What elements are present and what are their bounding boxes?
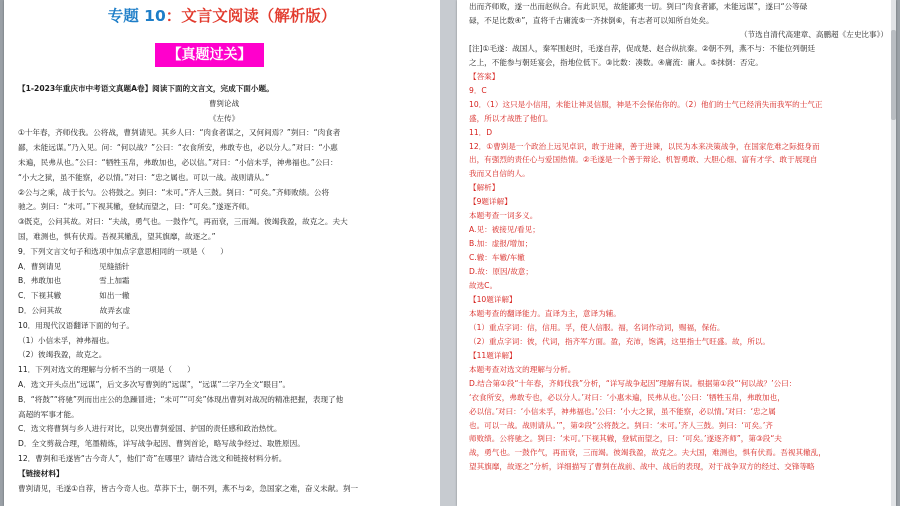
text-line: 必以信。’对曰：‘小信未孚，神弗福也。’公曰：‘小大之狱，虽不能察，必以情。’对曰：‘忠之属 bbox=[469, 406, 776, 416]
text-line: ①十年春，齐师伐我。公将战，曹刿请见。其乡人曰：“肉食者谋之，又何间焉？”刿曰：“肉食者 bbox=[18, 128, 341, 138]
text-line: ②公与之乘，战于长勺。公将鼓之。刿曰：“未可。”齐人三鼓。刿曰：“可矣。”齐师败绩。公将 bbox=[18, 187, 330, 197]
text-line: D.故：原因/故意； bbox=[469, 267, 533, 277]
text-line: 11．下列对选文的理解与分析不当的一项是（ ） bbox=[18, 365, 195, 375]
text-line: 【1-2023年重庆市中考语文真题A卷】阅读下面的文言文，完成下面小题。 bbox=[18, 84, 274, 93]
text-line: 驰之。刿曰：“未可。”下视其辙，登轼而望之，曰：“可矣。”遂逐齐师。 bbox=[18, 202, 254, 212]
page-gap bbox=[440, 0, 457, 506]
text-line: 也。可以一战。战则请从。’”，第②段“公将鼓之。刿曰：‘未可。’齐人三鼓。刿曰：‘可矣。’齐 bbox=[469, 420, 773, 430]
text-line: 本题考查对选文的理解与分析。 bbox=[469, 364, 576, 374]
text-line: 国，难测也，惧有伏焉。吾视其辙乱，望其旗靡，故逐之。” bbox=[18, 232, 216, 241]
text-line: （1）重点字词：信，信用。孚，使人信服。福，名词作动词，赐福，保佑。 bbox=[469, 322, 725, 332]
text-line: 出，有强烈的责任心与爱国热情。②毛遂是一个善于辩论、机智勇敢、大胆心细、富有才学、敢于展现自 bbox=[469, 155, 818, 165]
text-line: 碌，不足比数④”，直将千古庸流⑤一齐抹倒⑥，有志者可以知所自处矣。 bbox=[469, 15, 714, 25]
text-line: （1）小信未孚，神弗福也。 bbox=[18, 335, 114, 345]
text-line: A．曹刿请见 见缝插针 bbox=[18, 261, 130, 271]
text-line: 12．曹刿和毛遂皆“古今奇人”，他们“奇”在哪里？请结合选文和链接材料分析。 bbox=[18, 454, 287, 463]
text-line: 战，勇气也。一鼓作气，再而衰，三而竭。彼竭我盈，故克之。夫大国，难测也，惧有伏焉。吾视其辙乱， bbox=[469, 448, 826, 458]
text-line: 本题考查的翻译能力。直译为主，意译为辅。 bbox=[469, 308, 621, 318]
text-line: 【答案】 bbox=[469, 71, 500, 81]
text-line: A.见：被接见/看见； bbox=[469, 225, 540, 235]
title-number: 10 bbox=[144, 7, 166, 25]
text-line: A．选文开头点出“远谋”，后文多次写曹刿的“远谋”，“远谋”二字乃全文“眼目”。 bbox=[18, 380, 291, 389]
text-line: （2）重点字词：彼，代词，指齐军方面。盈，充沛，饱满，这里指士气旺盛。故，所以。 bbox=[469, 336, 770, 346]
text-line: （节选自清代高建章、高鹏超《左史比事》） bbox=[739, 29, 888, 39]
text-line: D．全文剪裁合理，笔墨精炼，详写战争起因、曹刿首论，略写战争经过、取胜原因。 bbox=[18, 439, 305, 449]
text-line: 出而齐师败，遂一出而赵纵合。有此识见，故能鄙夷一切。刿曰“肉食者鄙，未能远谋”，遂曰“公等碌 bbox=[469, 2, 808, 11]
text-line: B．“将鼓”“将驰”列而出庄公的急躁冒进；“未可”“可矣”体现出曹刿对战况的精准把握，表现了他 bbox=[18, 394, 344, 404]
text-line: 鄙，未能远谋。”乃入见。问：“何以战？”公曰：“衣食所安，弗敢专也，必以分人。”对曰：“小惠 bbox=[18, 143, 338, 153]
text-line: 9．C bbox=[469, 85, 487, 95]
text-line: 【10题详解】 bbox=[469, 294, 517, 304]
text-line: 本题考查一词多义。 bbox=[469, 211, 538, 221]
text-line: 盛，所以才战胜了他们。 bbox=[469, 113, 553, 123]
text-line: 望其旗靡，故逐之”分析，详细描写了曹刿在战前、战中、战后的表现，对于战争双方的经过、交锋等略 bbox=[469, 462, 815, 472]
text-line: 曹刿论战 bbox=[208, 98, 240, 108]
text-line: 我而又自信的人。 bbox=[469, 169, 530, 179]
vertical-scrollbar[interactable] bbox=[891, 0, 896, 506]
text-line: 【11题详解】 bbox=[469, 350, 517, 360]
scrollbar-thumb[interactable] bbox=[891, 30, 896, 120]
text-line: [注]①毛遂：战国人，秦军围赵时，毛遂自荐，促成楚、赵合纵抗秦。②朝不列，燕不与：不能位列朝廷 bbox=[469, 43, 816, 53]
text-line: 师败绩。公将驰之。刿曰：‘未可。’下视其辙，登轼而望之，曰：‘可矣。’遂逐齐师”，第③段“夫 bbox=[469, 434, 782, 444]
text-line: 11．D bbox=[469, 127, 493, 137]
document-page-right bbox=[457, 0, 896, 506]
text-line: B.加：虚报/增加； bbox=[469, 239, 533, 249]
document-page-left bbox=[4, 0, 440, 506]
text-line: 【链接材料】 bbox=[18, 468, 64, 478]
text-line: （2）彼竭我盈，故克之。 bbox=[18, 350, 107, 360]
text-line: C．下视其辙 如出一辙 bbox=[18, 291, 130, 301]
text-line: 曹刿请见，毛遂①自荐，皆古今奇人也。草莽下士，朝不列，燕不与②，急国家之难，奋义未献。刿一 bbox=[18, 483, 359, 493]
text-line: C.辙：车辙/车辙 bbox=[469, 253, 525, 263]
text-line: D.结合第①段“十年春，齐师伐我”分析，“详写战争起因”理解有误。根据第①段“‘何以战？’公曰： bbox=[469, 378, 797, 388]
text-line: 故选C。 bbox=[469, 281, 498, 290]
text-line: ‘衣食所安，弗敢专也，必以分人。’对曰：‘小惠未遍，民弗从也。’公曰：‘牺牲玉帛，弗敢加也， bbox=[469, 392, 785, 402]
text-line: 未遍，民弗从也。”公曰：“牺牲玉帛，弗敢加也，必以信。”对曰：“小信未孚，神弗福也。”公曰： bbox=[18, 158, 338, 167]
title-part2: ：文言文阅读（解析版） bbox=[165, 7, 337, 25]
text-line: 9．下列文言文句子和选项中加点字意思相同的一项是（ ） bbox=[18, 246, 228, 256]
text-line: D．公问其故 故弄玄虚 bbox=[18, 306, 131, 315]
text-line: 10．用现代汉语翻译下面的句子。 bbox=[18, 320, 134, 330]
text-line: B．弗敢加也 雪上加霜 bbox=[18, 276, 130, 286]
text-line: 【9题详解】 bbox=[469, 197, 512, 207]
text-line: 《左传》 bbox=[208, 113, 240, 123]
text-line: ③既克，公问其故。对曰：“夫战，勇气也。一鼓作气，再而衰，三而竭。彼竭我盈，故克之。夫大 bbox=[18, 217, 348, 227]
document-title bbox=[4, 4, 440, 26]
text-line: 高超的军事才能。 bbox=[18, 409, 79, 419]
title-part1: 专题 bbox=[107, 7, 139, 25]
text-line: 【解析】 bbox=[469, 183, 500, 193]
text-line: 之上，不能参与朝廷宴会，指地位低下。③比数：凑数。④庸流：庸人。⑤抹倒：否定。 bbox=[469, 57, 763, 67]
section-badge: 【真题过关】 bbox=[155, 43, 264, 67]
text-line: 12．①曹刿是一个政治上远见卓识，敢于进谏，善于进谏，以民为本来决策战争，在国家危难之际挺身而 bbox=[469, 141, 820, 151]
text-line: “小大之狱，虽不能察，必以情。”对曰：“忠之属也。可以一战。战则请从。” bbox=[18, 172, 270, 182]
text-line: 10．（1）这只是小信用，未能让神灵信服，神是不会保佑你的。（2）他们的士气已经消失而我军的士气正 bbox=[469, 99, 823, 109]
text-line: C．选文将曹刿与乡人进行对比，以突出曹刿爱国、护国的责任感和政治热忱。 bbox=[18, 424, 282, 434]
